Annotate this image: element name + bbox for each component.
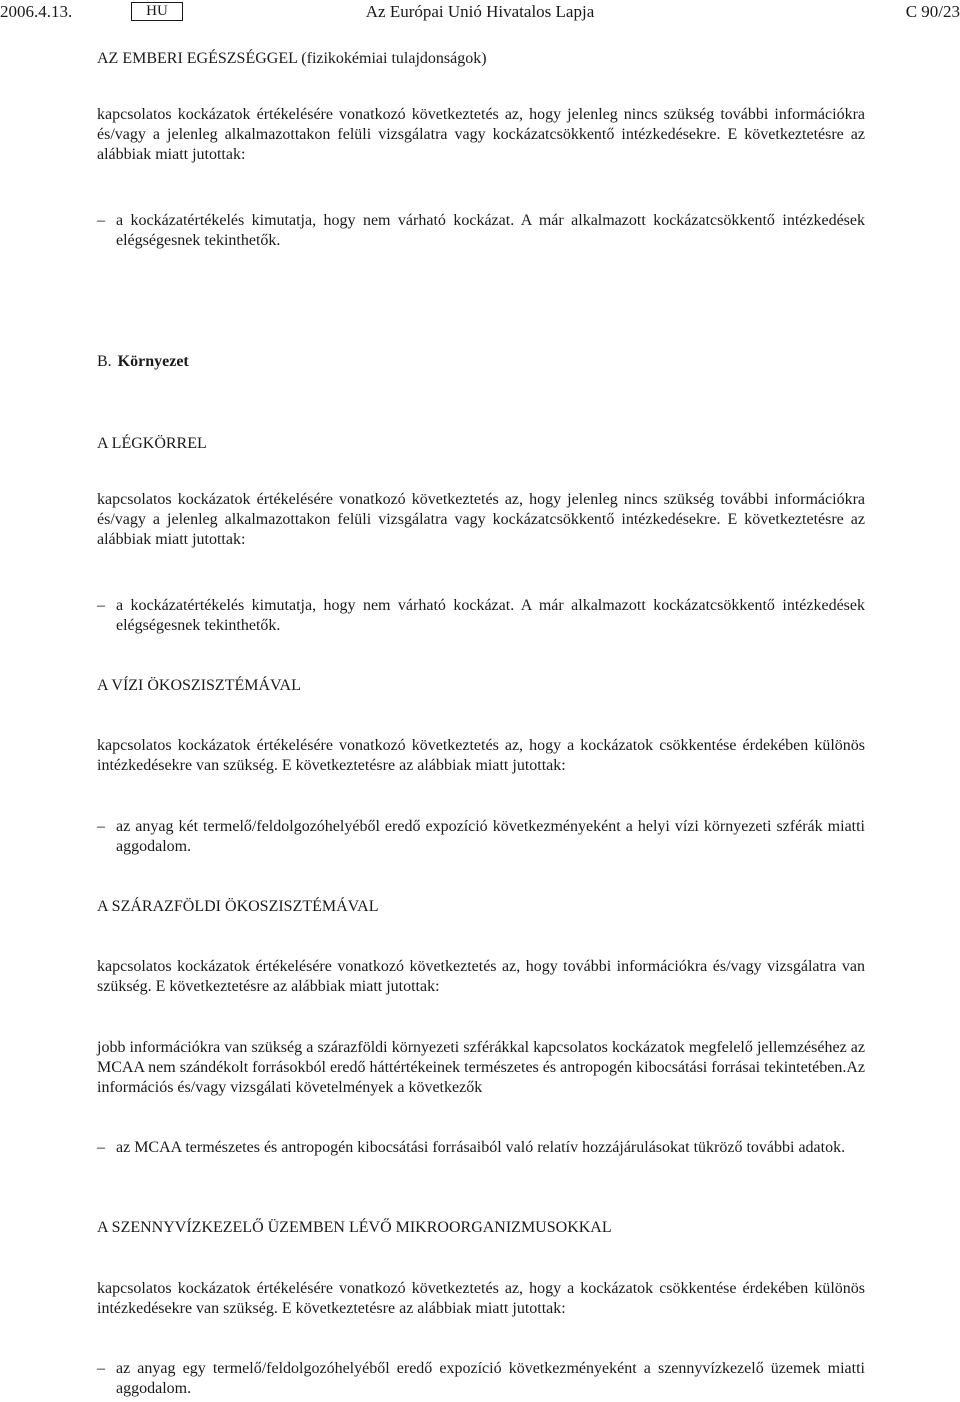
section-heading xyxy=(97,352,189,372)
aquatic-title: A VÍZI ÖKOSZISZTÉMÁVAL xyxy=(97,677,301,694)
bullet-dash: – xyxy=(97,212,105,229)
atmosphere-bullet xyxy=(97,596,865,636)
aquatic-bullet xyxy=(97,817,865,857)
sewage-bullet xyxy=(97,1359,865,1399)
terrestrial-paragraph: kapcsolatos kockázatok értékelésére vonatkozó következtetés az, hogy további információkra és/vagy vizsgálatra van szükség. E következtetésre az alábbiak miatt jutottak: xyxy=(97,958,865,995)
bullet-dash: – xyxy=(97,597,105,614)
health-paragraph: kapcsolatos kockázatok értékelésére vonatkozó következtetés az, hogy jelenleg nincs szükség további információkra és/vagy a jelenleg alkalmazottakon felüli vizsgálatra vagy kockázatcsökkentő intézkedésekre. E következtetésre az alábbiak miatt jutottak: xyxy=(97,106,865,163)
bullet-dash: – xyxy=(97,1139,105,1156)
publication-date: 2006.4.13. xyxy=(0,2,73,21)
atmosphere-paragraph: kapcsolatos kockázatok értékelésére vonatkozó következtetés az, hogy jelenleg nincs szükség további információkra és/vagy a jelenleg alkalmazottakon felüli vizsgálatra vagy kockázatcsökkentő intézkedésekre. E következtetésre az alábbiak miatt jutottak: xyxy=(97,491,865,548)
atmosphere-title: A LÉGKÖRREL xyxy=(97,435,207,452)
terrestrial-bullet xyxy=(97,1138,865,1158)
aquatic-paragraph: kapcsolatos kockázatok értékelésére vonatkozó következtetés az, hogy a kockázatok csökkentése érdekében különös intézkedésekre van szükség. E következtetésre az alábbiak miatt jutottak: xyxy=(97,737,865,774)
terrestrial-title: A SZÁRAZFÖLDI ÖKOSZISZTÉMÁVAL xyxy=(97,898,379,915)
sewage-bullet-text: az anyag egy termelő/feldolgozóhelyéből eredő expozíció következményeként a szennyvízkezelő üzemek miatti aggodalom. xyxy=(116,1360,865,1397)
section-number: B. xyxy=(97,353,112,370)
bullet-dash: – xyxy=(97,818,105,835)
page-number: C 90/23 xyxy=(905,2,960,21)
bullet-dash: – xyxy=(97,1360,105,1377)
atmosphere-bullet-text: a kockázatértékelés kimutatja, hogy nem várható kockázat. A már alkalmazott kockázatcsökkentő intézkedések elégségesnek tekinthetők. xyxy=(116,597,865,634)
sewage-paragraph: kapcsolatos kockázatok értékelésére vonatkozó következtetés az, hogy a kockázatok csökkentése érdekében különös intézkedésekre van szükség. E következtetésre az alábbiak miatt jutottak: xyxy=(97,1280,865,1317)
journal-title: Az Európai Unió Hivatalos Lapja xyxy=(365,2,595,21)
terrestrial-bullet-text: az MCAA természetes és antropogén kibocsátási forrásaiból való relatív hozzájárulásokat tükröző további adatok. xyxy=(116,1139,846,1156)
section-title: Környezet xyxy=(117,353,189,370)
sewage-title: A SZENNYVÍZKEZELŐ ÜZEMBEN LÉVŐ MIKROORGANIZMUSOKKAL xyxy=(97,1219,612,1236)
aquatic-bullet-text: az anyag két termelő/feldolgozóhelyéből eredő expozíció következményeként a helyi vízi környezeti szférák miatti aggodalom. xyxy=(116,818,865,855)
health-bullet xyxy=(97,211,865,251)
language-badge: HU xyxy=(131,2,183,21)
page-header xyxy=(0,2,960,24)
terrestrial-paragraph-2: jobb információkra van szükség a szárazföldi környezeti szférákkal kapcsolatos kockázatok megfelelő jellemzéséhez az MCAA nem szándékolt forrásokból eredő háttértékeinek természetes és antropogén kibocsátási forrásai tekintetében.Az információs és/vagy vizsgálati követelmények a következők xyxy=(97,1039,865,1096)
health-bullet-text: a kockázatértékelés kimutatja, hogy nem várható kockázat. A már alkalmazott kockázatcsökkentő intézkedések elégségesnek tekinthetők. xyxy=(116,212,865,249)
health-title: AZ EMBERI EGÉSZSÉGGEL (fizikokémiai tulajdonságok) xyxy=(97,50,487,67)
